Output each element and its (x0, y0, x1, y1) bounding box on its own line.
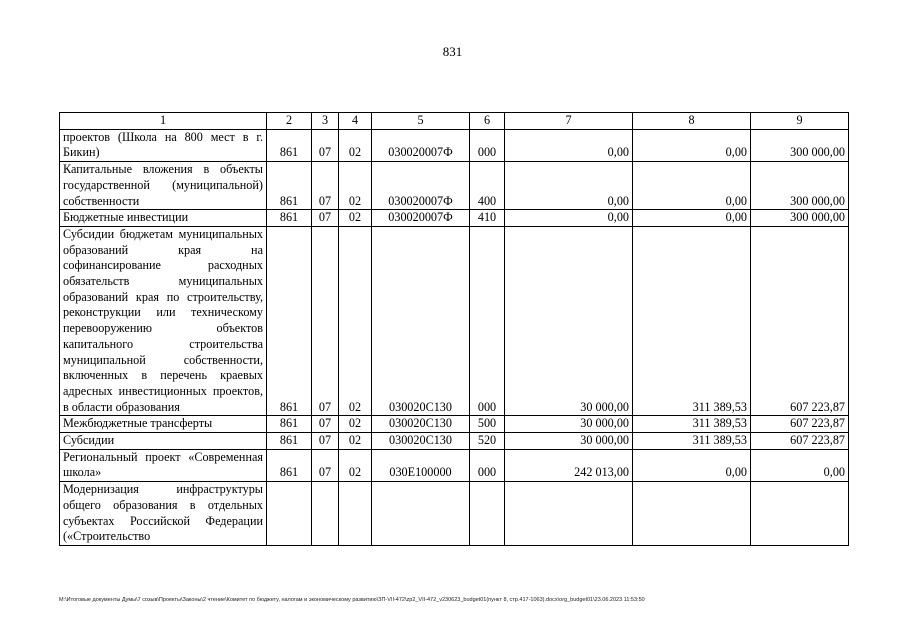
section-code: 07 (312, 129, 339, 161)
subsection-code: 02 (339, 226, 372, 415)
row-description: Бюджетные инвестиции (60, 210, 267, 227)
expense-type-code: 410 (470, 210, 505, 227)
subsection-code: 02 (339, 162, 372, 210)
ministry-code (267, 482, 312, 546)
target-article-code: 030020С130 (372, 226, 470, 415)
row-description: Капитальные вложения в объекты государственной (муниципальной) собственности (60, 162, 267, 210)
column-header: 7 (505, 113, 633, 130)
ministry-code: 861 (267, 162, 312, 210)
row-description: проектов (Школа на 800 мест в г. Бикин) (60, 129, 267, 161)
column-header: 8 (633, 113, 751, 130)
amount-col9: 607 223,87 (751, 416, 849, 433)
budget-table (59, 112, 849, 546)
table-row (60, 482, 849, 546)
table-row (60, 433, 849, 450)
table-row (60, 226, 849, 415)
expense-type-code: 000 (470, 449, 505, 481)
target-article-code: 030020007Ф (372, 210, 470, 227)
header-row (60, 113, 849, 130)
table-row (60, 162, 849, 210)
section-code: 07 (312, 226, 339, 415)
column-header: 6 (470, 113, 505, 130)
ministry-code: 861 (267, 210, 312, 227)
amount-col9: 300 000,00 (751, 129, 849, 161)
row-description: Региональный проект «Современная школа» (60, 449, 267, 481)
target-article-code: 030020С130 (372, 433, 470, 450)
subsection-code: 02 (339, 433, 372, 450)
amount-col9: 607 223,87 (751, 226, 849, 415)
amount-col7: 0,00 (505, 129, 633, 161)
expense-type-code: 000 (470, 129, 505, 161)
column-header: 2 (267, 113, 312, 130)
subsection-code: 02 (339, 129, 372, 161)
ministry-code: 861 (267, 449, 312, 481)
amount-col9: 0,00 (751, 449, 849, 481)
column-header: 3 (312, 113, 339, 130)
subsection-code: 02 (339, 416, 372, 433)
target-article-code: 030Е100000 (372, 449, 470, 481)
expense-type-code (470, 482, 505, 546)
table-row (60, 129, 849, 161)
amount-col8: 311 389,53 (633, 416, 751, 433)
expense-type-code: 500 (470, 416, 505, 433)
ministry-code: 861 (267, 416, 312, 433)
target-article-code: 030020007Ф (372, 162, 470, 210)
target-article-code: 030020С130 (372, 416, 470, 433)
expense-type-code: 000 (470, 226, 505, 415)
amount-col8: 0,00 (633, 129, 751, 161)
amount-col9 (751, 482, 849, 546)
section-code: 07 (312, 433, 339, 450)
amount-col7: 30 000,00 (505, 433, 633, 450)
document-path-footer: М:\Итоговые документы Думы\7 созыв\Проекты\Законы\2 чтение\Комитет по бюджету, налогам и экономическому развитию\ЗП-VII-472\zp2_VII-472_v230623_budget01(пункт 8, стр.417-1063).docx\org_budget01\23.06.2023 11:53:50 (59, 597, 645, 603)
subsection-code: 02 (339, 449, 372, 481)
row-description: Модернизация инфраструктуры общего образования в отдельных субъектах Российской Федерации («Строительство (60, 482, 267, 546)
table-row (60, 449, 849, 481)
target-article-code (372, 482, 470, 546)
column-header: 9 (751, 113, 849, 130)
expense-type-code: 400 (470, 162, 505, 210)
column-header: 1 (60, 113, 267, 130)
row-description: Межбюджетные трансферты (60, 416, 267, 433)
amount-col8: 311 389,53 (633, 226, 751, 415)
amount-col7: 30 000,00 (505, 416, 633, 433)
table-row (60, 210, 849, 227)
amount-col9: 300 000,00 (751, 210, 849, 227)
section-code: 07 (312, 210, 339, 227)
section-code: 07 (312, 416, 339, 433)
amount-col8 (633, 482, 751, 546)
ministry-code: 861 (267, 226, 312, 415)
column-header: 5 (372, 113, 470, 130)
ministry-code: 861 (267, 433, 312, 450)
section-code: 07 (312, 449, 339, 481)
amount-col8: 0,00 (633, 162, 751, 210)
subsection-code (339, 482, 372, 546)
section-code (312, 482, 339, 546)
amount-col9: 607 223,87 (751, 433, 849, 450)
amount-col8: 311 389,53 (633, 433, 751, 450)
amount-col7: 30 000,00 (505, 226, 633, 415)
target-article-code: 030020007Ф (372, 129, 470, 161)
subsection-code: 02 (339, 210, 372, 227)
row-description: Субсидии (60, 433, 267, 450)
row-description: Субсидии бюджетам муниципальных образований края на софинансирование расходных обязательств муниципальных образований края по строительству, реконструкции или техническому перевооружению объектов капитального строительства муниципальной собственности, включенных в перечень краевых адресных инвестиционных проектов, в области образования (60, 226, 267, 415)
amount-col7: 0,00 (505, 210, 633, 227)
ministry-code: 861 (267, 129, 312, 161)
amount-col7 (505, 482, 633, 546)
amount-col7: 242 013,00 (505, 449, 633, 481)
page-number: 831 (442, 44, 463, 59)
amount-col9: 300 000,00 (751, 162, 849, 210)
amount-col7: 0,00 (505, 162, 633, 210)
amount-col8: 0,00 (633, 449, 751, 481)
section-code: 07 (312, 162, 339, 210)
table-row (60, 416, 849, 433)
column-header: 4 (339, 113, 372, 130)
amount-col8: 0,00 (633, 210, 751, 227)
expense-type-code: 520 (470, 433, 505, 450)
